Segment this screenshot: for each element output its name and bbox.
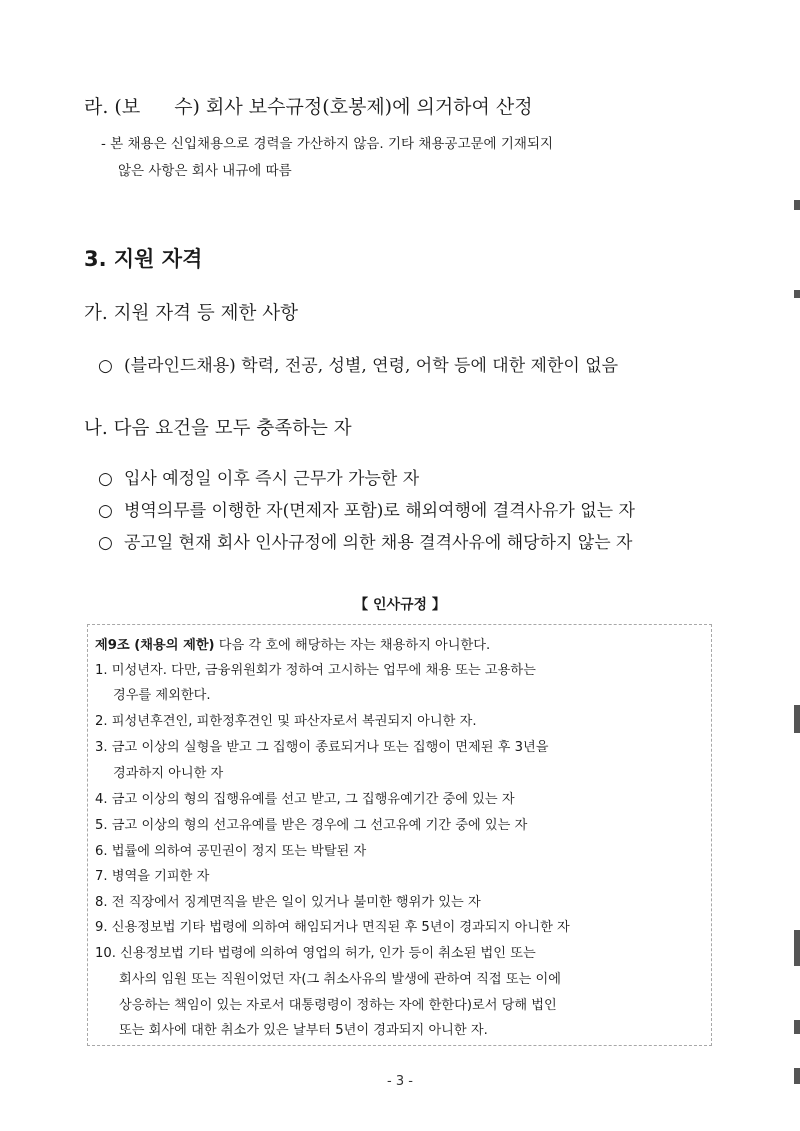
- scan-edge-mark: [794, 200, 800, 210]
- regulation-line: 9. 신용정보법 기타 법령에 의하여 해임되거나 면직된 후 5년이 경과되지 아니한 자: [95, 920, 570, 935]
- regulation-line: 회사의 임원 또는 직원이었던 자(그 취소사유의 발생에 관하여 직접 또는 이에: [119, 972, 561, 987]
- section-3-title: 3. 지원 자격: [84, 247, 203, 271]
- regulation-line: 3. 금고 이상의 실형을 받고 그 집행이 종료되거나 또는 집행이 면제된 후 3년을: [95, 740, 549, 755]
- bullet-circle-icon: ○: [98, 469, 113, 489]
- regulation-line: 6. 법률에 의하여 공민권이 정지 또는 박탈된 자: [95, 844, 367, 859]
- section-ra-marker: 라. (보: [84, 96, 141, 118]
- bullet-circle-icon: ○: [98, 356, 113, 376]
- subsection-na-title: 나. 다음 요건을 모두 충족하는 자: [84, 418, 352, 439]
- regulation-line: 1. 미성년자. 다만, 금융위원회가 정하여 고시하는 업무에 채용 또는 고용하는: [95, 663, 536, 678]
- regulation-intro: [95, 634, 490, 653]
- subsection-ga-title: 가. 지원 자격 등 제한 사항: [84, 303, 298, 324]
- regulation-line: 4. 금고 이상의 형의 집행유예를 선고 받고, 그 집행유예기간 중에 있는 자: [95, 792, 515, 807]
- scan-edge-mark: [794, 705, 800, 733]
- regulation-line: 7. 병역을 기피한 자: [95, 869, 210, 884]
- page-number: - 3 -: [387, 1074, 413, 1089]
- regulation-intro-text: 다음 각 호에 해당하는 자는 채용하지 아니한다.: [214, 638, 491, 653]
- regulation-line: 10. 신용정보법 기타 법령에 의하여 영업의 허가, 인가 등이 취소된 법인 또는: [95, 946, 536, 961]
- subsection-na-item: [98, 528, 632, 553]
- scan-edge-mark: [794, 1020, 800, 1034]
- regulation-caption: 【 인사규정 】: [354, 597, 446, 613]
- subsection-na-item: [98, 496, 635, 521]
- scan-edge-mark: [794, 930, 800, 966]
- subsection-na-item: [98, 464, 419, 489]
- section-ra-note-line-1: - 본 채용은 신입채용으로 경력을 가산하지 않음. 기타 채용공고문에 기재되지: [101, 136, 554, 152]
- regulation-line: 경우를 제외한다.: [113, 688, 211, 703]
- subsection-na-item-text: 공고일 현재 회사 인사규정에 의한 채용 결격사유에 해당하지 않는 자: [124, 533, 633, 553]
- section-ra-marker-tail: 수): [174, 96, 200, 118]
- subsection-ga-item: [98, 351, 618, 376]
- subsection-na-item-text: 병역의무를 이행한 자(면제자 포함)로 해외여행에 결격사유가 없는 자: [124, 501, 635, 521]
- bullet-circle-icon: ○: [98, 533, 113, 553]
- regulation-line: 8. 전 직장에서 징계면직을 받은 일이 있거나 불미한 행위가 있는 자: [95, 895, 481, 910]
- regulation-line: 또는 회사에 대한 취소가 있은 날부터 5년이 경과되지 아니한 자.: [119, 1023, 488, 1038]
- scan-edge-mark: [794, 290, 800, 298]
- section-ra-text: 회사 보수규정(호봉제)에 의거하여 산정: [206, 96, 533, 118]
- bullet-circle-icon: ○: [98, 501, 113, 521]
- regulation-line: 상응하는 책임이 있는 자로서 대통령령이 정하는 자에 한한다)로서 당해 법인: [119, 998, 557, 1013]
- scan-edge-mark: [794, 1068, 800, 1084]
- regulation-line: 경과하지 아니한 자: [113, 766, 224, 781]
- section-ra-note-line-2: 않은 사항은 회사 내규에 따름: [118, 163, 292, 179]
- section-ra-heading: [84, 92, 533, 119]
- subsection-ga-item-text: (블라인드채용) 학력, 전공, 성별, 연령, 어학 등에 대한 제한이 없음: [124, 356, 619, 376]
- subsection-na-item-text: 입사 예정일 이후 즉시 근무가 가능한 자: [124, 469, 420, 489]
- regulation-line: 5. 금고 이상의 형의 선고유예를 받은 경우에 그 선고유예 기간 중에 있는 자: [95, 818, 528, 833]
- regulation-article-title: 제9조 (채용의 제한): [95, 638, 215, 653]
- regulation-line: 2. 피성년후견인, 피한정후견인 및 파산자로서 복권되지 아니한 자.: [95, 714, 477, 729]
